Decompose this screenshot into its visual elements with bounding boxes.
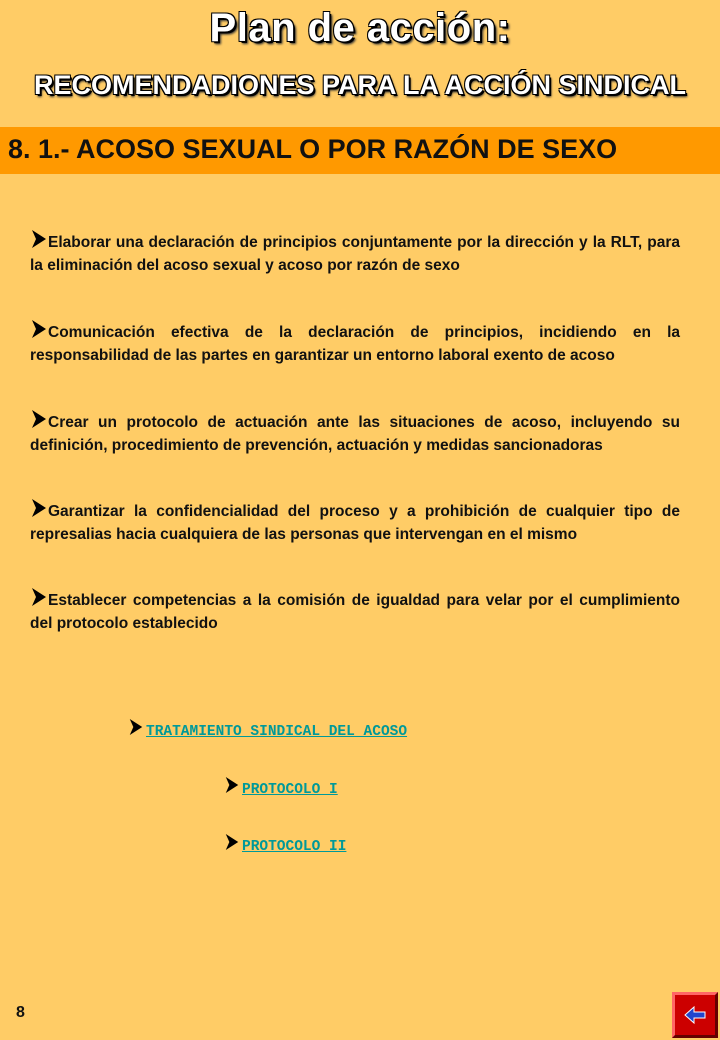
arrow-bullet-icon (30, 409, 48, 431)
bullet-item (30, 409, 680, 457)
arrow-bullet-icon (30, 498, 48, 520)
arrow-bullet-icon (224, 775, 242, 797)
bullet-item (30, 498, 680, 546)
arrow-bullet-icon (30, 229, 48, 251)
arrow-bullet-icon (30, 319, 48, 341)
section-title: 8. 1.- ACOSO SEXUAL O POR RAZÓN DE SEXO (8, 134, 618, 164)
protocolo-1-link[interactable]: PROTOCOLO I (242, 782, 338, 798)
protocolo-2-link[interactable]: PROTOCOLO II (242, 839, 347, 855)
arrow-bullet-icon (128, 717, 146, 739)
link-row-protocolo-2 (224, 832, 346, 855)
page-title: Plan de acción: (209, 6, 511, 50)
arrow-bullet-icon (224, 832, 242, 854)
bullet-text: Establecer competencias a la comisión de igualdad para velar por el cumplimiento del protocolo establecido (30, 592, 680, 632)
link-row-protocolo-1 (224, 775, 338, 798)
page-number: 8 (16, 1004, 25, 1021)
link-row-tratamiento (128, 717, 407, 740)
bullet-text: Comunicación efectiva de la declaración de principios, incidiendo en la responsabilidad de las partes en garantizar un entorno laboral exento de acoso (30, 324, 680, 364)
bullet-text: Garantizar la confidencialidad del proceso y a prohibición de cualquier tipo de represalias hacia cualquiera de las personas que intervengan en el mismo (30, 503, 680, 543)
tratamiento-sindical-link[interactable]: TRATAMIENTO SINDICAL DEL ACOSO (146, 724, 408, 740)
bullet-text: Crear un protocolo de actuación ante las situaciones de acoso, incluyendo su definición, procedimiento de prevención, actuación y medidas sancionadoras (30, 414, 680, 454)
bullet-item (30, 587, 680, 635)
bullet-item (30, 319, 680, 367)
back-button[interactable] (672, 992, 718, 1038)
bullet-text: Elaborar una declaración de principios conjuntamente por la dirección y la RLT, para la eliminación del acoso sexual y acoso por razón de sexo (30, 234, 680, 274)
bullet-item (30, 229, 680, 277)
back-arrow-icon (683, 1003, 707, 1027)
page-subtitle: RECOMENDADIONES PARA LA ACCIÓN SINDICAL (33, 70, 686, 100)
arrow-bullet-icon (30, 587, 48, 609)
